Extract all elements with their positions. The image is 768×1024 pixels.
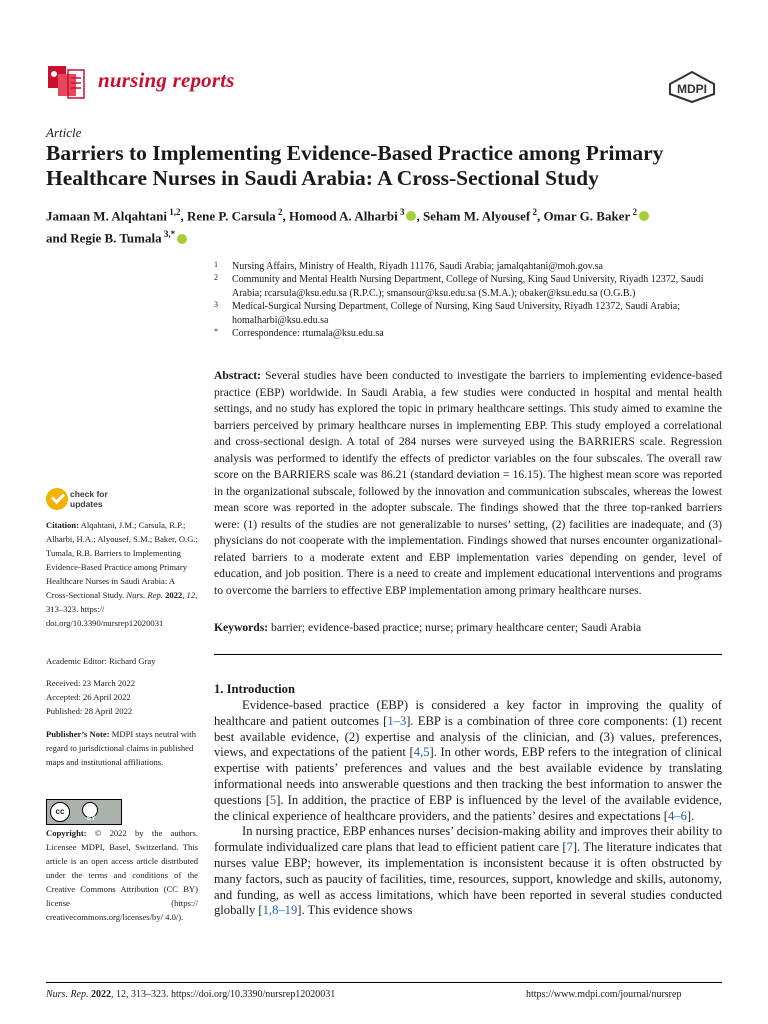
citation-link[interactable]: 1,8–19 [262,903,298,918]
keywords-text: barrier; evidence-based practice; nurse; primary healthcare center; Saudi Arabia [271,621,642,634]
paragraph-text: ]. This evidence shows [297,903,413,918]
author-affiliation-sup: 2 [275,207,283,217]
creative-commons-icon: cc [50,802,70,822]
citation-link[interactable]: 4–6 [668,808,687,823]
date-accepted: Accepted: 26 April 2022 [46,692,131,702]
paragraph-text: ]. The literature indicates that nurses value EBP; however, its implementation is inconsistent because it is often obstructed by many factors, such as paucity of facilities, time, resources, support, knowledge and skills, autonomy, and funding, as well as access limitations, which have been reported in several studies conducted globally [ [214,840,722,918]
paragraph-text: ]. In other words, EBP refers to the integration of clinical expertise with patients’ preferences and values and the best available evidence by translating informational needs into answerable questions and then tracking the best information to answer the questions [ [214,745,722,807]
author-name: Seham M. Alyousef [422,208,531,224]
orcid-icon[interactable] [639,211,649,221]
footer-journal-url[interactable]: https://www.mdpi.com/journal/nursrep [526,989,682,1000]
abstract-label: Abstract: [214,369,262,382]
section-heading: 1. Introduction [214,682,295,696]
check-updates-line2: updates [70,498,103,509]
author-name: and Regie B. Tumala [46,230,162,246]
correspondence: * Correspondence: rtumala@ksu.edu.sa [214,327,384,340]
citation-link[interactable]: 7 [566,840,573,855]
journal-logo-icon [46,62,90,102]
article-title: Barriers to Implementing Evidence-Based Practice among Primary Healthcare Nurses in Saudi Arabia: A Cross-Sectional Study [46,141,664,190]
author-affiliation-sup: 1,2 [167,207,181,217]
author-affiliation-sup: 2 [530,207,537,217]
paragraph-text: ]. EBP is a combination of three core components: (1) recent best available evidence, (2) expertise and analysis of the clinician, and (3) values, preferences, views, and expectations of the patient [ [214,713,722,760]
academic-editor: Academic Editor: Richard Gray [46,656,156,666]
footer-citation: Nurs. Rep. 2022, 12, 313–323. https://doi.org/10.3390/nursrep12020031 [46,989,336,1000]
check-updates-line1: check for [70,489,108,499]
divider [214,654,722,655]
keywords-label: Keywords: [214,621,269,634]
copyright: Copyright: © 2022 by the authors. Licensee MDPI, Basel, Switzerland. This article is an open access article distributed under the terms and conditions of the Creative Commons Attribution (CC BY) license (https:// creativecommons.org/licenses/by/ 4.0/). [46,828,198,922]
intro-paragraph-2 [214,824,722,919]
author-name: Omar G. Baker [543,208,631,224]
article-type: Article [46,125,82,140]
affiliation-2: 2 Community and Mental Health Nursing Department, College of Nursing, King Saud University, Riyadh 12372, Saudi Arabia; rcarsula@ksu.edu.sa (R.P.C.); smansour@ksu.edu.sa (S.M.A.); obaker@ksu.edu.sa (O.G.B.) [214,273,704,299]
author-affiliation-sup: 2 [630,207,637,217]
citation-doi-link[interactable]: doi.org/10.3390/nursrep12020031 [46,618,164,628]
author-affiliation-sup: 3,* [161,229,176,240]
check-updates-icon [46,488,68,510]
affiliations [214,260,724,340]
citation-link[interactable]: 4,5 [413,745,430,760]
abstract [214,368,722,599]
affiliation-1: 1 Nursing Affairs, Ministry of Health, Riyadh 11176, Saudi Arabia; jamalqahtani@moh.gov.sa [214,260,603,272]
intro-paragraph-1 [214,698,722,824]
keywords [214,620,722,636]
date-published: Published: 28 April 2022 [46,706,133,716]
paragraph-text: Evidence-based practice (EBP) is considered a key factor in improving the quality of healthcare and patient outcomes [ [214,698,722,728]
paragraph-text: ]. [686,808,695,823]
author-list: Jamaan M. Alqahtani $^{1,2}$, Rene P. Carsula $^2$, Homood A. Alharbi $^3$ , Seham M. Alyousef $^2$, Omar G. Baker $^2$ and Regie B. Tumala $^{3,*}$ [46,203,726,248]
paragraph-text: In nursing practice, EBP enhances nurses’ decision-making ability and improves their ability to formulate individualized care plans that lead to efficient patient care [ [214,824,722,855]
citation-link[interactable]: 1–3 [387,713,407,728]
footer-divider [46,982,722,983]
citation: Citation: Alqahtani, J.M.; Carsula, R.P.; Alharbi, H.A.; Alyousef, S.M.; Baker, O.G.; Tumala, R.B. Barriers to Implementing Evidence-Based Practice among Primary Healthcare Nurses in Saudi Arabia: A Cross-Sectional Study. Nurs. Rep. 2022, 12, 313–323. https:// doi.org/10.3390/nursrep12020031 [46,520,198,628]
journal-name[interactable]: nursing reports [98,68,235,92]
citation-link[interactable]: 5 [269,792,277,807]
author-name: Jamaan M. Alqahtani [46,208,167,224]
affiliation-3: 3 Medical-Surgical Nursing Department, College of Nursing, King Saud University, Riyadh 12372, Saudi Arabia; homalharbi@ksu.edu.sa [214,300,680,326]
author-name: Homood A. Alharbi [288,208,398,224]
author-affiliation-sup: 3 [397,207,405,217]
orcid-icon[interactable] [177,234,187,244]
dates [46,676,198,718]
author-name: Rene P. Carsula [187,208,276,224]
paragraph-text: ]. In addition, the practice of EBP is influenced by the level of the available evidence, the clinical experience of healthcare providers, and the patients’ desires and expectations [ [214,792,722,823]
publishers-note: Publisher’s Note: MDPI stays neutral with regard to jurisdictional claims in published maps and institutional affiliations. [46,729,196,767]
cc-by-license-badge[interactable] [46,799,122,825]
date-received: Received: 23 March 2022 [46,678,136,688]
introduction-body [214,698,722,919]
mdpi-logo[interactable] [664,70,720,104]
abstract-text: Several studies have been conducted to investigate the barriers to implementing evidence-based practice (EBP) worldwide. In Saudi Arabia, a few studies were conducted in hospital and mental health settings, and no study has explored the topic in primary healthcare settings. This study aimed to examine the barriers perceived by primary healthcare nurses in implementing EBP. This study employed a correlational and cross-sectional design. A total of 284 nurses were surveyed using the BARRIERS scale. Regression analysis was performed to identify the effects of predictor variables on the four subscales. The overall raw score on the BARRIERS scale was 86.21 (standard deviation = 16.15). The highest mean score was reported in the organizational subscale, followed by the innovation and communication subscales, whereas the lowest mean score was reported in the adopter subscale. The findings showed that the three top-ranked barriers were: (1) results of the studies are not generalizable to nurses’ setting, (2) facilities are inadequate, and (3) physicians do not cooperate with the implementation. Findings showed that nurses encounter organizational-related barriers to a moderate extent and EBP implementation varies depending on gender, level of education, and job position. There is a need to create and implement educational interventions and programs to overcome the barriers to effective EBP implementation among primary healthcare nurses. [214,369,722,597]
by-label: BY [87,816,96,822]
orcid-icon[interactable] [406,211,416,221]
mdpi-logo-text: MDPI [677,82,707,96]
